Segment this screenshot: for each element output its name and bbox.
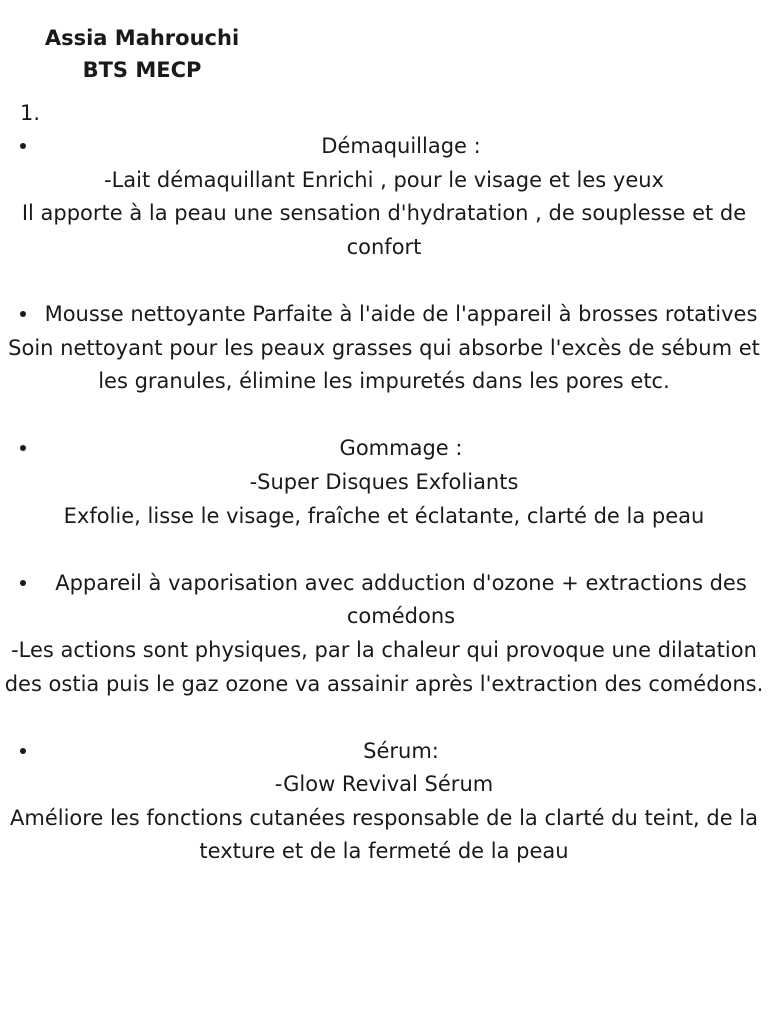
list-item	[0, 130, 768, 264]
item-product: -Lait démaquillant Enrichi , pour le visage et les yeux	[104, 167, 664, 192]
item-heading: Démaquillage :	[321, 134, 481, 158]
list-number: 1.	[20, 101, 41, 125]
item-heading: Gommage :	[339, 436, 463, 461]
bullet-icon	[20, 580, 26, 586]
item-product: -Glow Revival Sérum	[274, 772, 494, 797]
item-heading: Mousse nettoyante Parfaite à l'aide de l'appareil à brosses rotatives	[44, 301, 758, 326]
document-header	[22, 22, 262, 86]
item-heading: Appareil à vaporisation avec adduction d'ozone + extractions des comédons	[55, 570, 747, 629]
item-heading: Sérum:	[363, 738, 439, 763]
list-item	[0, 432, 768, 533]
author-name: Assia Mahrouchi	[44, 26, 240, 50]
list-item	[0, 298, 768, 399]
item-product: -Super Disques Exfoliants	[249, 469, 519, 494]
bullet-icon	[20, 748, 26, 754]
item-description: Il apporte à la peau une sensation d'hydratation , de souplesse et de confort	[21, 201, 747, 259]
program-name: BTS MECP	[82, 58, 202, 82]
bullet-icon	[20, 311, 26, 317]
bullet-icon	[20, 143, 26, 149]
item-description: Soin nettoyant pour les peaux grasses qui absorbe l'excès de sébum et les granules, élimine les impuretés dans les pores etc.	[8, 335, 760, 394]
item-description: -Les actions sont physiques, par la chaleur qui provoque une dilatation des ostia puis le gaz ozone va assainir après l'extraction des comédons.	[4, 637, 764, 696]
item-description: Améliore les fonctions cutanées responsable de la clarté du teint, de la texture et de la fermeté de la peau	[10, 805, 758, 864]
list-item	[0, 567, 768, 701]
list-item	[0, 735, 768, 869]
item-description: Exfolie, lisse le visage, fraîche et éclatante, clarté de la peau	[63, 503, 705, 528]
bullet-icon	[20, 445, 26, 451]
care-steps-list	[0, 130, 768, 903]
